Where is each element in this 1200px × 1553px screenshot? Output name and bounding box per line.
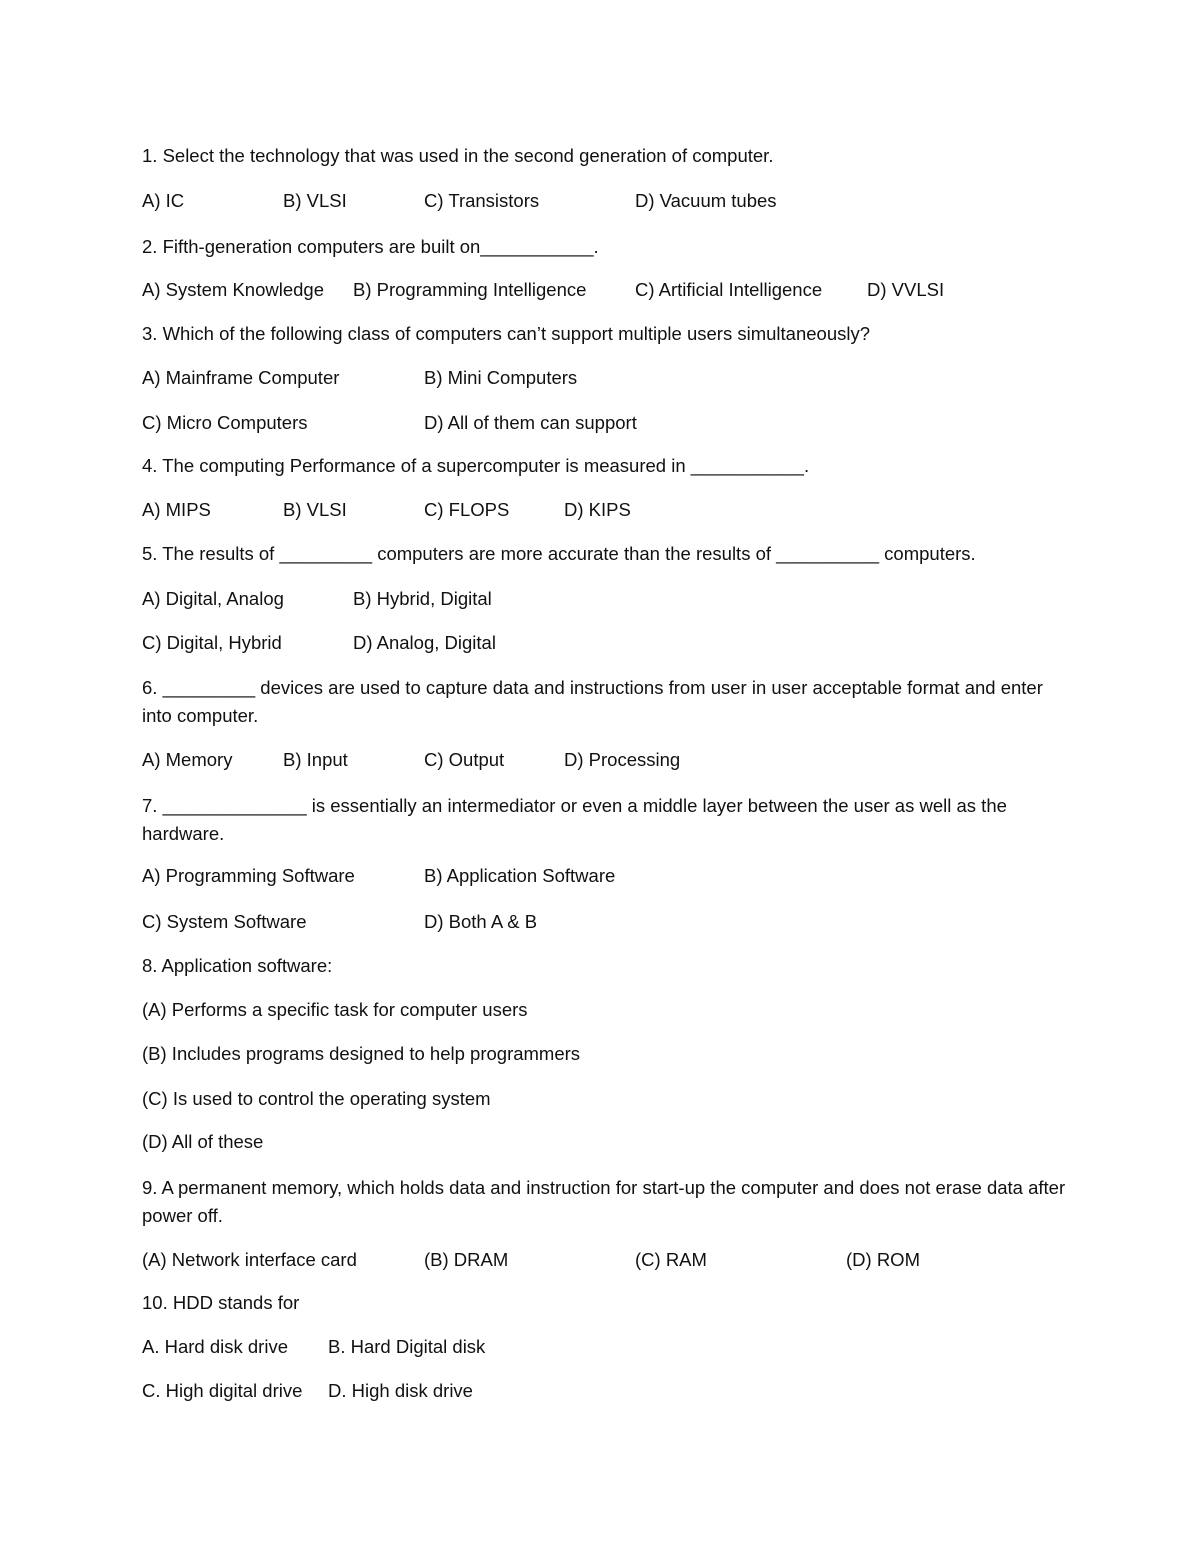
option-b: B) VLSI <box>283 190 347 211</box>
option-b: B) Application Software <box>424 865 616 886</box>
option-a: A) Mainframe Computer <box>142 367 340 388</box>
option-b: B. Hard Digital disk <box>328 1336 486 1357</box>
option-b: B) Programming Intelligence <box>353 279 587 300</box>
option-a: A) Memory <box>142 749 233 770</box>
option-a: (A) Network interface card <box>142 1249 357 1270</box>
option-c: C) Micro Computers <box>142 412 308 433</box>
option-d: D. High disk drive <box>328 1380 473 1401</box>
option-d: (D) ROM <box>846 1249 920 1270</box>
question-2: 2. Fifth-generation computers are built on___________. <box>142 236 599 257</box>
option-d: D) All of them can support <box>424 412 637 433</box>
option-a: A) System Knowledge <box>142 279 325 300</box>
question-8: 8. Application software: <box>142 955 333 976</box>
option-b: B) VLSI <box>283 499 347 520</box>
option-d: D) VVLSI <box>867 279 945 300</box>
option-c: C) Artificial Intelligence <box>635 279 823 300</box>
option-d: D) Both A & B <box>424 911 538 932</box>
option-b: (B) DRAM <box>424 1249 509 1270</box>
option-c: C) FLOPS <box>424 499 510 520</box>
option-a: A) IC <box>142 190 185 211</box>
question-7: 7. ______________ is essentially an intermediator or even a middle layer between the user as well as the hardware. <box>142 795 1007 844</box>
option-d: D) Vacuum tubes <box>635 190 777 211</box>
option-d: D) Processing <box>564 749 681 770</box>
option-d: D) Analog, Digital <box>353 632 496 653</box>
question-8-option-c: (C) Is used to control the operating system <box>142 1088 491 1109</box>
option-c: C) Output <box>424 749 505 770</box>
option-c: C) System Software <box>142 911 307 932</box>
question-8-option-b: (B) Includes programs designed to help programmers <box>142 1043 581 1064</box>
question-6: 6. _________ devices are used to capture data and instructions from user in user acceptable format and enter into computer. <box>142 677 1043 726</box>
question-8-option-d: (D) All of these <box>142 1131 264 1152</box>
option-c: (C) RAM <box>635 1249 707 1270</box>
question-1: 1. Select the technology that was used in the second generation of computer. <box>142 145 774 166</box>
option-a: A. Hard disk drive <box>142 1336 288 1357</box>
option-b: B) Mini Computers <box>424 367 578 388</box>
question-5: 5. The results of _________ computers are more accurate than the results of __________ computers. <box>142 543 976 564</box>
question-3: 3. Which of the following class of computers can’t support multiple users simultaneously? <box>142 323 871 344</box>
option-b: B) Hybrid, Digital <box>353 588 492 609</box>
option-c: C) Transistors <box>424 190 540 211</box>
question-9: 9. A permanent memory, which holds data and instruction for start-up the computer and does not erase data after power off. <box>142 1177 1066 1226</box>
option-a: A) Digital, Analog <box>142 588 284 609</box>
option-a: A) Programming Software <box>142 865 355 886</box>
option-c: C) Digital, Hybrid <box>142 632 282 653</box>
option-b: B) Input <box>283 749 348 770</box>
option-d: D) KIPS <box>564 499 631 520</box>
question-8-option-a: (A) Performs a specific task for computer users <box>142 999 528 1020</box>
option-a: A) MIPS <box>142 499 211 520</box>
question-4: 4. The computing Performance of a supercomputer is measured in ___________. <box>142 455 810 476</box>
question-10: 10. HDD stands for <box>142 1292 300 1313</box>
option-c: C. High digital drive <box>142 1380 303 1401</box>
